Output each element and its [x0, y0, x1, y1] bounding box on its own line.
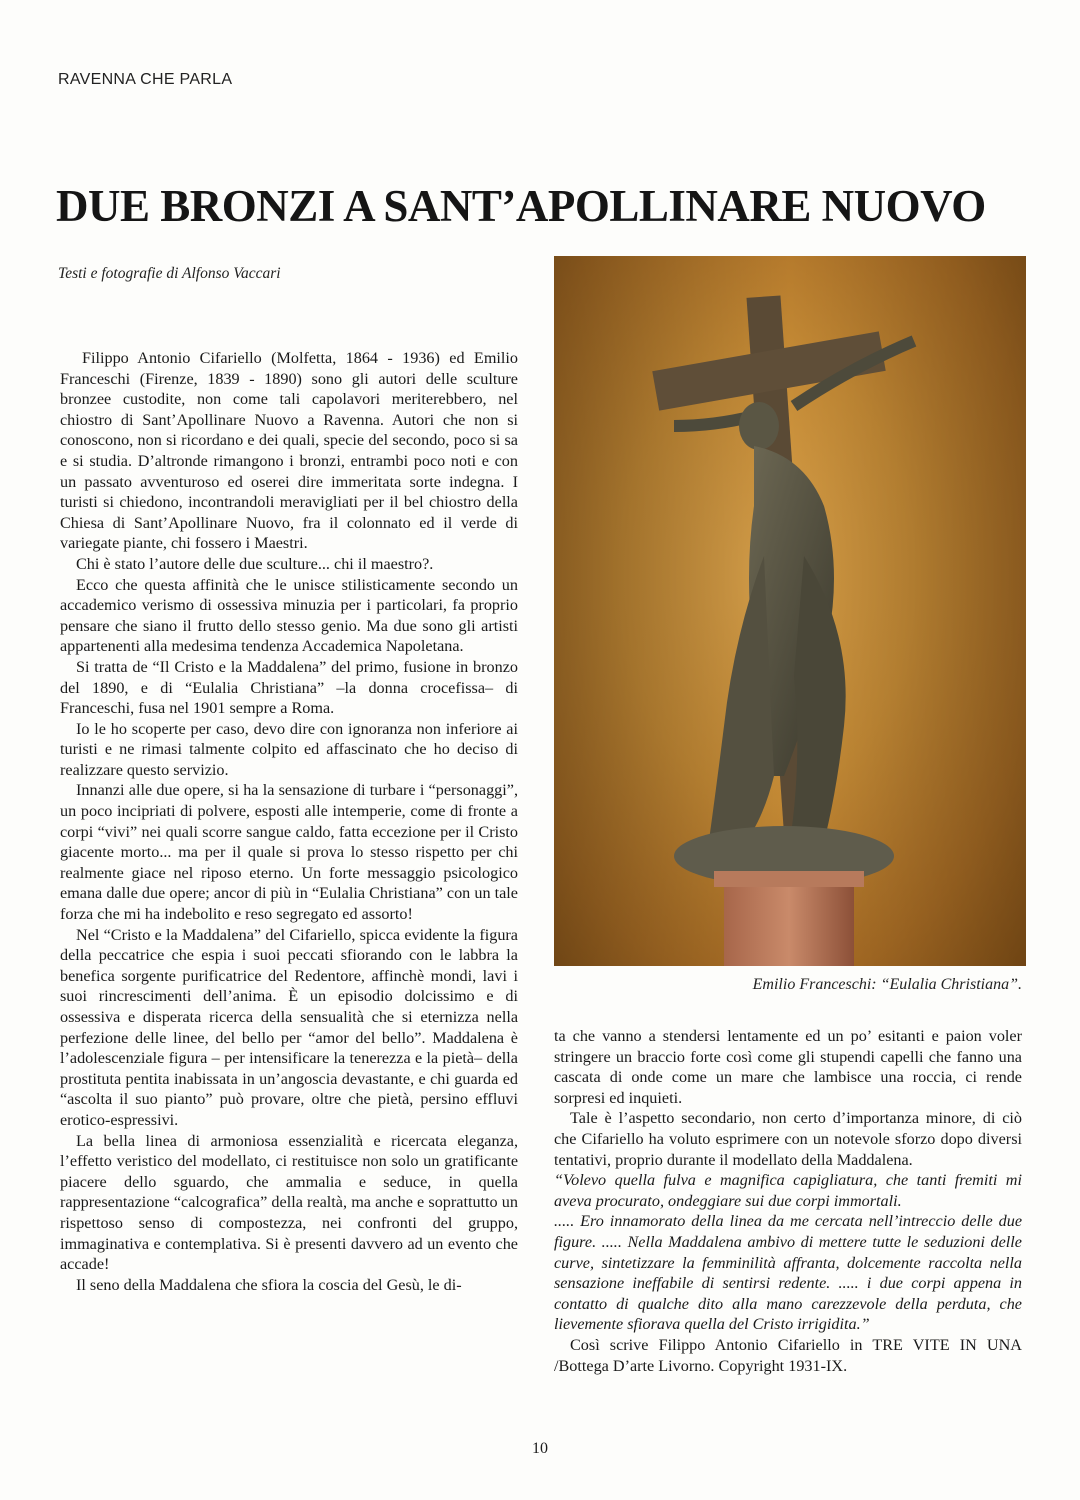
- byline: Testi e fotografie di Alfonso Vaccari: [58, 265, 281, 282]
- article-right-column: [554, 1026, 1022, 1376]
- running-head: RAVENNA CHE PARLA: [58, 71, 233, 88]
- sculpture-photo: [554, 256, 1026, 966]
- closing-paragraph: Così scrive Filippo Antonio Cifariello in TRE VITE IN UNA /Bottega D’arte Livorno. Copyright 1931-IX.: [554, 1335, 1022, 1375]
- crucifix-sculpture-illustration: [554, 256, 1026, 966]
- paragraph: ta che vanno a stendersi lentamente ed un po’ esitanti e paion voler stringere un braccio forte così come gli stupendi capelli che fanno una cascata di onde come un mare che lambisce una roccia, ci rende sorpresi ed inquieti.: [554, 1027, 1022, 1107]
- page-number: 10: [532, 1440, 548, 1457]
- paragraph: La bella linea di armoniosa essenzialità e ricercata eleganza, l’effetto veristico del modellato, ci restituisce non solo un gratificante piacere dello sguardo, che ammalia e seduce, in quella rappresentazione “calcografica” della realtà, ma anche e soprattutto un rispettoso senso di compostezza, nei confronti del gruppo, immaginativa e contemplativa. Si è presenti davvero ad un evento che accade!: [60, 1131, 518, 1274]
- paragraph: Ecco che questa affinità che le unisce stilisticamente secondo un accademico verismo di ossessiva minuzia per i particolari, fa proprio pensare che siano il frutto dello stesso genio. Ma due sono gli artisti appartenenti alla medesima tendenza Accademica Napoletana.: [60, 575, 518, 656]
- paragraph: Io le ho scoperte per caso, devo dire con ignoranza non inferiore ai turisti e ne rimasi talmente colpito ed affascinato che ho deciso di realizzare questo servizio.: [60, 719, 518, 779]
- paragraph: Nel “Cristo e la Maddalena” del Cifariello, spicca evidente la figura della peccatrice che espia i suoi peccati sfiorando con le labbra la benefica sorgente purificatrice del Redentore, affinchè mondi, lavi i suoi rincrescimenti dell’anima. È un episodio dolcissimo e di ossessiva e disperata ricerca della sensualità che si eternizza nella perfezione delle linee, del bello per “amor del bello”. Maddalena è l’adolescenziale figura – per intensificare la tenerezza e la pietà– della prostituta pentita inabissata in un’angoscia devastante, e chi guarda ed “ascolta il suo pianto” può provare, oltre che pietà, persino effluvi erotico-espressivi.: [60, 925, 518, 1129]
- quote-paragraph: “Volevo quella fulva e magnifica capigliatura, che tanti fremiti mi aveva procurato, ondeggiare sui due corpi immortali.: [554, 1171, 1022, 1210]
- paragraph: Tale è l’aspetto secondario, non certo d’importanza minore, di ciò che Cifariello ha voluto esprimere con un notevole sforzo dopo diversi tentativi, proprio durante il modellato della Maddalena.: [554, 1109, 1022, 1169]
- quote-paragraph: ..... Ero innamorato della linea da me cercata nell’intreccio delle due figure. ..... Nella Maddalena ambivo di mettere tutte le seduzioni delle curve, sintetizzare la femminilità affranta, dolcemente raccolta nella sensazione ineffabile di sentirsi redente. ..... i due corpi appena in contatto di qualche dito alla mano carezzevole della perduta, che lievemente sfiorava quella del Cristo irrigidita.”: [554, 1212, 1022, 1334]
- paragraph: Chi è stato l’autore delle due sculture... chi il maestro?.: [76, 554, 434, 573]
- paragraph: Si tratta de “Il Cristo e la Maddalena” del primo, fusione in bronzo del 1890, e di “Eulalia Christiana” –la donna crocefissa– di Franceschi, fusa nel 1901 sempre a Roma.: [60, 657, 518, 718]
- paragraph: Filippo Antonio Cifariello (Molfetta, 1864 - 1936) ed Emilio Franceschi (Firenze, 1839 - 1890) sono gli autori delle sculture bronzee custodite, non come tali capolavori meriterebbero, nel chiostro di Sant’Apollinare Nuovo a Ravenna. Autori che non si conoscono, non si ricordano e dei quali, specie del secondo, poco si sa e si studia. D’altronde rimangono i bronzi, entrambi poco noti e con un passato avventuroso ed oserei dire immeritata sorte indegna. I turisti si chiedono, incontrandoli meravigliati per il bel chiostro della Chiesa di Sant’Apollinare Nuovo, fra il colonnato ed il verde di variegate piante, chi fossero i Maestri.: [60, 349, 518, 553]
- paragraph: Il seno della Maddalena che sfiora la coscia del Gesù, le di-: [76, 1275, 462, 1294]
- paragraph: Innanzi alle due opere, si ha la sensazione di turbare i “personaggi”, un poco incipriati di polvere, esposti alle intemperie, come di fronte a corpi “vivi” nei quali scorre sangue caldo, fatta eccezione per il Cristo giacente morto... ma per il quale si prova lo stesso rispetto per chi realmente giace nel riposo eterno. Un forte messaggio psicologico emana dalle due opere; ancor di più in “Eulalia Christiana” con un tale forza che mi ha indebolito e reso segregato ed assorto!: [60, 781, 518, 924]
- article-left-column: [60, 348, 518, 1295]
- photo-caption: Emilio Franceschi: “Eulalia Christiana”.: [752, 976, 1022, 993]
- article-title: DUE BRONZI A SANT’APOLLINARE NUOVO: [56, 181, 986, 231]
